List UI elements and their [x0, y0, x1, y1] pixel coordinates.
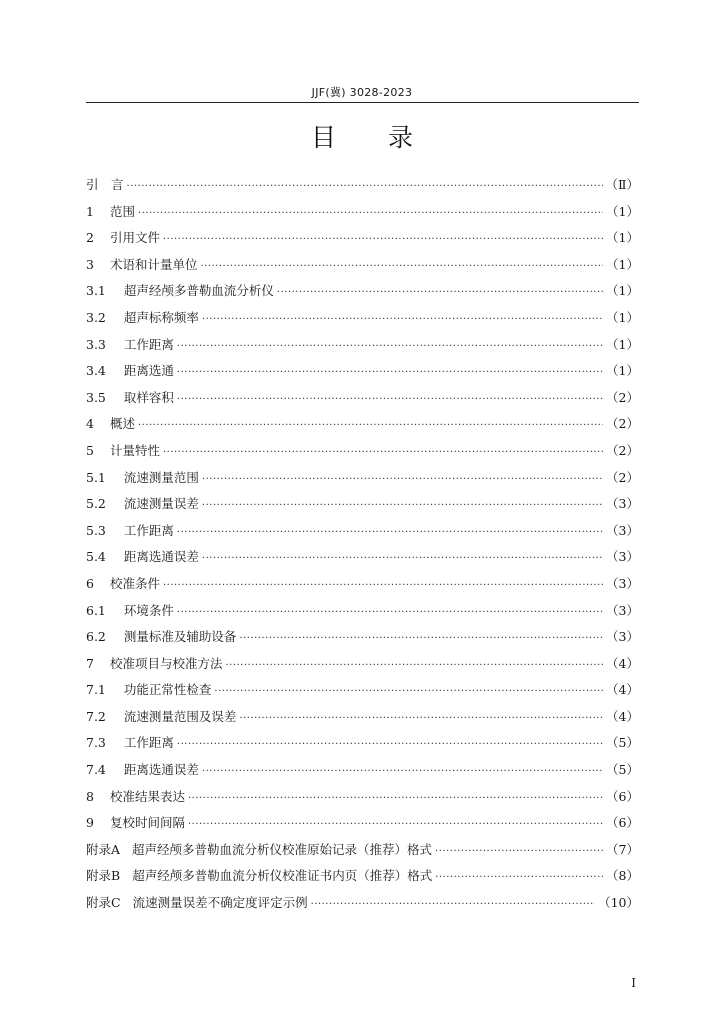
- toc-entry[interactable]: [86, 438, 639, 465]
- toc-entry-number: 3.2: [86, 309, 106, 325]
- toc-entry-label: 距离选通误差: [123, 762, 199, 778]
- toc-entry-page: （2）: [606, 442, 639, 458]
- toc-entry-page: （7）: [606, 841, 639, 857]
- toc-entry-number: 引 言: [86, 177, 124, 192]
- toc-entry-page: （2）: [606, 389, 639, 405]
- toc-dot-leader: [127, 174, 603, 201]
- toc-entry-number: 7.1: [86, 682, 106, 698]
- toc-entry[interactable]: [86, 411, 639, 438]
- toc-entry-label: 超声标称频率: [123, 309, 199, 325]
- toc-entry-number: 7.3: [86, 735, 106, 751]
- toc-dot-leader: [202, 546, 603, 573]
- toc-dot-leader: [163, 440, 603, 467]
- toc-dot-leader: [202, 493, 603, 520]
- toc-entry-number: 6: [86, 575, 94, 591]
- toc-dot-leader: [163, 227, 603, 254]
- toc-entry-label: 流速测量误差: [123, 496, 199, 512]
- toc-entry[interactable]: [86, 544, 639, 571]
- toc-entry[interactable]: [86, 730, 639, 757]
- toc-entry[interactable]: [86, 225, 639, 252]
- toc-entry-number: 5.4: [86, 549, 106, 565]
- toc-entry[interactable]: [86, 305, 639, 332]
- toc-entry[interactable]: [86, 385, 639, 412]
- toc-entry-number: 3.3: [86, 336, 106, 352]
- toc-entry-page: （3）: [606, 575, 639, 591]
- toc-dot-leader: [177, 732, 603, 759]
- toc-entry-label: 工作距离: [123, 522, 174, 538]
- toc-entry[interactable]: [86, 704, 639, 731]
- toc-entry-page: （1）: [606, 363, 639, 379]
- toc-entry-number: 5.1: [86, 469, 106, 485]
- toc-entry-label: 范围: [109, 203, 135, 219]
- toc-entry-page: （3）: [606, 629, 639, 645]
- toc-entry-label: 取样容积: [123, 389, 174, 405]
- toc-dot-leader: [163, 573, 603, 600]
- toc-entry-page: （3）: [606, 522, 639, 538]
- toc-entry[interactable]: [86, 199, 639, 226]
- toc-entry[interactable]: [86, 598, 639, 625]
- toc-entry-page: （4）: [606, 708, 639, 724]
- toc-entry-label: 校准结果表达: [109, 788, 185, 804]
- toc-entry[interactable]: [86, 784, 639, 811]
- toc-entry-number: 3.5: [86, 389, 106, 405]
- toc-entry[interactable]: [86, 332, 639, 359]
- toc-entry-number: 7: [86, 655, 94, 671]
- toc-entry-number: 2: [86, 230, 94, 246]
- toc-entry-number: 5.2: [86, 496, 106, 512]
- toc-entry-label: 术语和计量单位: [109, 256, 198, 272]
- page-number: I: [631, 976, 636, 990]
- toc-entry-label: 校准条件: [109, 575, 160, 591]
- toc-dot-leader: [202, 467, 603, 494]
- toc-entry-number: 附录C: [86, 895, 121, 911]
- table-of-contents: [86, 172, 639, 917]
- toc-entry[interactable]: [86, 890, 639, 917]
- toc-entry[interactable]: [86, 518, 639, 545]
- toc-entry-label: 流速测量误差不确定度评定示例: [132, 895, 308, 911]
- toc-entry[interactable]: [86, 810, 639, 837]
- toc-entry-page: （4）: [606, 655, 639, 671]
- toc-entry[interactable]: [86, 571, 639, 598]
- toc-dot-leader: [435, 839, 603, 866]
- toc-entry-label: 超声经颅多普勒血流分析仪校准证书内页（推荐）格式: [132, 868, 433, 884]
- toc-entry-label: 测量标准及辅助设备: [123, 629, 237, 645]
- toc-entry-page: （3）: [606, 496, 639, 512]
- toc-entry-label: 距离选通: [123, 363, 174, 379]
- toc-entry-number: 7.2: [86, 708, 106, 724]
- toc-entry-page: （Ⅱ）: [605, 177, 639, 192]
- toc-entry-number: 4: [86, 416, 94, 432]
- toc-dot-leader: [277, 280, 603, 307]
- toc-entry-page: （1）: [606, 309, 639, 325]
- toc-entry-page: （1）: [606, 336, 639, 352]
- toc-entry-number: 8: [86, 788, 94, 804]
- toc-dot-leader: [188, 786, 603, 813]
- toc-entry-label: 工作距离: [123, 735, 174, 751]
- toc-entry[interactable]: [86, 172, 639, 199]
- toc-dot-leader: [177, 334, 603, 361]
- toc-entry-page: （1）: [606, 203, 639, 219]
- document-code-header: JJF(冀) 3028-2023: [311, 86, 413, 99]
- toc-entry[interactable]: [86, 757, 639, 784]
- toc-dot-leader: [202, 759, 603, 786]
- toc-entry[interactable]: [86, 252, 639, 279]
- toc-dot-leader: [225, 653, 603, 680]
- toc-entry-page: （1）: [606, 283, 639, 299]
- toc-entry-number: 9: [86, 815, 94, 831]
- toc-entry-label: 引用文件: [109, 230, 160, 246]
- toc-entry-page: （1）: [606, 230, 639, 246]
- toc-entry-label: 超声经颅多普勒血流分析仪: [123, 283, 274, 299]
- toc-entry-label: 概述: [109, 416, 135, 432]
- toc-entry-label: 环境条件: [123, 602, 174, 618]
- toc-dot-leader: [138, 413, 603, 440]
- toc-dot-leader: [239, 626, 603, 653]
- toc-dot-leader: [311, 892, 596, 919]
- title-char-2: 录: [388, 123, 414, 152]
- toc-entry-number: 6.1: [86, 602, 106, 618]
- toc-dot-leader: [200, 254, 603, 281]
- toc-entry-number: 1: [86, 203, 94, 219]
- toc-entry-number: 5: [86, 442, 94, 458]
- toc-entry-number: 6.2: [86, 629, 106, 645]
- toc-entry[interactable]: [86, 491, 639, 518]
- toc-dot-leader: [177, 600, 603, 627]
- toc-entry-page: （6）: [606, 788, 639, 804]
- header-divider: [86, 102, 639, 103]
- toc-entry[interactable]: [86, 651, 639, 678]
- toc-entry-label: 距离选通误差: [123, 549, 199, 565]
- toc-entry-page: （3）: [606, 549, 639, 565]
- toc-entry-number: 7.4: [86, 762, 106, 778]
- toc-entry-page: （10）: [598, 895, 639, 911]
- toc-dot-leader: [202, 307, 603, 334]
- toc-dot-leader: [138, 201, 603, 228]
- toc-entry-label: 流速测量范围: [123, 469, 199, 485]
- toc-entry[interactable]: [86, 358, 639, 385]
- toc-entry-label: 工作距离: [123, 336, 174, 352]
- page-title: [0, 118, 724, 154]
- toc-entry-label: 超声经颅多普勒血流分析仪校准原始记录（推荐）格式: [132, 841, 433, 857]
- toc-entry-page: （6）: [606, 815, 639, 831]
- toc-dot-leader: [188, 812, 603, 839]
- toc-entry[interactable]: [86, 465, 639, 492]
- title-char-1: 目: [310, 123, 336, 152]
- toc-entry-number: 3: [86, 256, 94, 272]
- toc-dot-leader: [239, 706, 603, 733]
- toc-entry-page: （8）: [606, 868, 639, 884]
- toc-entry-label: 功能正常性检查: [123, 682, 212, 698]
- toc-entry-page: （4）: [606, 682, 639, 698]
- toc-entry-label: 复校时间间隔: [109, 815, 185, 831]
- toc-entry-page: （3）: [606, 602, 639, 618]
- toc-dot-leader: [435, 865, 603, 892]
- toc-entry-label: 计量特性: [109, 442, 160, 458]
- toc-entry-number: 5.3: [86, 522, 106, 538]
- toc-entry-page: （2）: [606, 469, 639, 485]
- toc-entry-label: 流速测量范围及误差: [123, 708, 237, 724]
- toc-entry-number: 3.1: [86, 283, 106, 299]
- toc-dot-leader: [177, 520, 603, 547]
- toc-entry-page: （1）: [606, 256, 639, 272]
- toc-entry-label: 校准项目与校准方法: [109, 655, 223, 671]
- toc-entry-number: 附录A: [86, 841, 121, 857]
- toc-dot-leader: [177, 360, 603, 387]
- toc-entry[interactable]: [86, 278, 639, 305]
- toc-dot-leader: [177, 387, 603, 414]
- toc-entry[interactable]: [86, 624, 639, 651]
- toc-entry-number: 3.4: [86, 363, 106, 379]
- toc-entry[interactable]: [86, 677, 639, 704]
- toc-entry-page: （5）: [606, 762, 639, 778]
- toc-entry-page: （2）: [606, 416, 639, 432]
- toc-entry[interactable]: [86, 863, 639, 890]
- toc-dot-leader: [214, 679, 603, 706]
- toc-entry[interactable]: [86, 837, 639, 864]
- toc-entry-number: 附录B: [86, 868, 121, 884]
- toc-entry-page: （5）: [606, 735, 639, 751]
